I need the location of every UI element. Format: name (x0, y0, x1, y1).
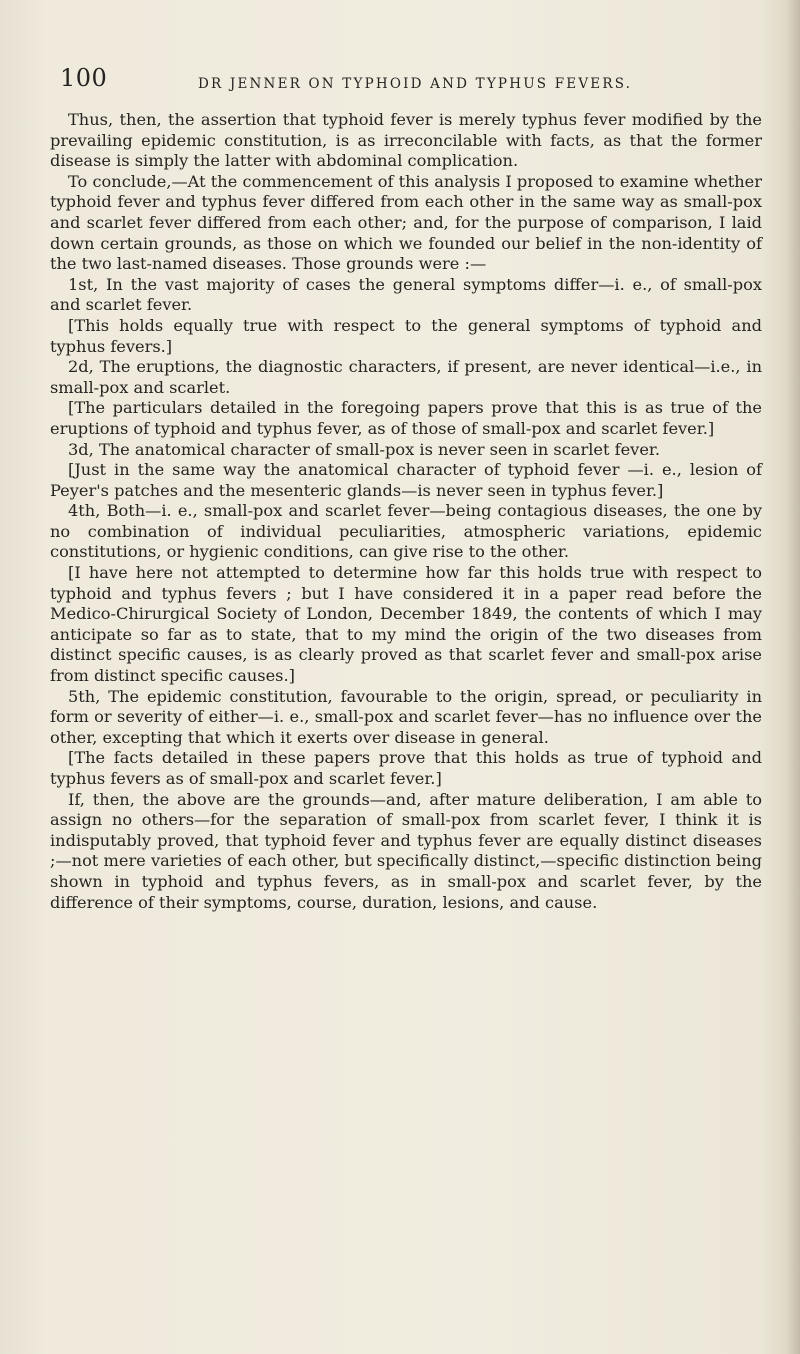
paragraph-ground-1: 1st, In the vast majority of cases the general symptoms differ—i. e., of small-pox and scarlet fever. (50, 274, 762, 315)
paragraph-ground-2-note: [The particulars detailed in the foregoing papers prove that this is as true of the eruptions of typhoid and typhus fever, as of those of small-pox and scarlet fever.] (50, 398, 762, 438)
paragraph-ground-2: 2d, The eruptions, the diagnostic characters, if present, are never identical—i.e., in small-pox and scarlet. (50, 357, 762, 397)
paragraph-ground-4: 4th, Both—i. e., small-pox and scarlet fever—being contagious diseases, the one by no combination of individual peculiarities, atmospheric variations, epidemic constitutions, or hygienic conditions, can give rise to the other. (50, 501, 762, 562)
paragraph-ground-5: 5th, The epidemic constitution, favourable to the origin, spread, or peculiarity in form or severity of either—i. e., small-pox and scarlet fever—has no influence over the other, excepting that which it exerts over disease in general. (50, 686, 762, 747)
paragraph-ground-3-note: [Just in the same way the anatomical character of typhoid fever —i. e., lesion of Peyer's patches and the mesenteric glands—is never seen in typhus fever.] (50, 460, 762, 500)
running-title: DR JENNER ON TYPHOID AND TYPHUS FEVERS. (198, 76, 633, 92)
running-head (60, 64, 760, 104)
paragraph-ground-3: 3d, The anatomical character of small-pox is never seen in scarlet fever. (68, 439, 661, 459)
paragraph-final-conclusion: If, then, the above are the grounds—and, after mature deliberation, I am able to assign no others—for the separation of small-pox from scarlet fever, I think it is indisputably proved, that typhoid fever and typhus fever are equally distinct diseases ;—not mere varieties of each other, but specifically distinct,—specific distinction being shown in typhoid and typhus fevers, as in small-pox and scarlet fever, by the difference of their symptoms, course, duration, lesions, and cause. (50, 789, 762, 912)
paragraph-to-conclude: To conclude,—At the commencement of this analysis I proposed to examine whether typhoid fever and typhus fever differed from each other in the same way as small-pox and scarlet fever differed from each other; and, for the purpose of comparison, I laid down certain grounds, as those on which we founded our belief in the non-identity of the two last-named diseases. Those grounds were :— (50, 171, 762, 274)
page-number: 100 (60, 64, 108, 92)
body-text (50, 110, 762, 913)
paragraph-ground-4-note: [I have here not attempted to determine how far this holds true with respect to typhoid and typhus fevers ; but I have considered it in a paper read before the Medico-Chirurgical Society of London, December 1849, the contents of which I may anticipate so far as to state, that to my mind the origin of the two diseases from distinct specific causes, is as clearly proved as that scarlet fever and small-pox arise from distinct specific causes.] (50, 563, 762, 686)
paragraph-ground-1-note: [This holds equally true with respect to the general symptoms of typhoid and typhus fevers.] (50, 315, 762, 356)
page-edge-shadow (786, 0, 800, 1354)
paragraph-ground-5-note: [The facts detailed in these papers prove that this holds as true of typhoid and typhus fevers as of small-pox and scarlet fever.] (50, 748, 762, 788)
paragraph-conclusion-intro: Thus, then, the assertion that typhoid fever is merely typhus fever modified by the prevailing epidemic constitution, is as irreconcilable with facts, as that the former disease is simply the latter with abdominal complication. (50, 110, 762, 171)
